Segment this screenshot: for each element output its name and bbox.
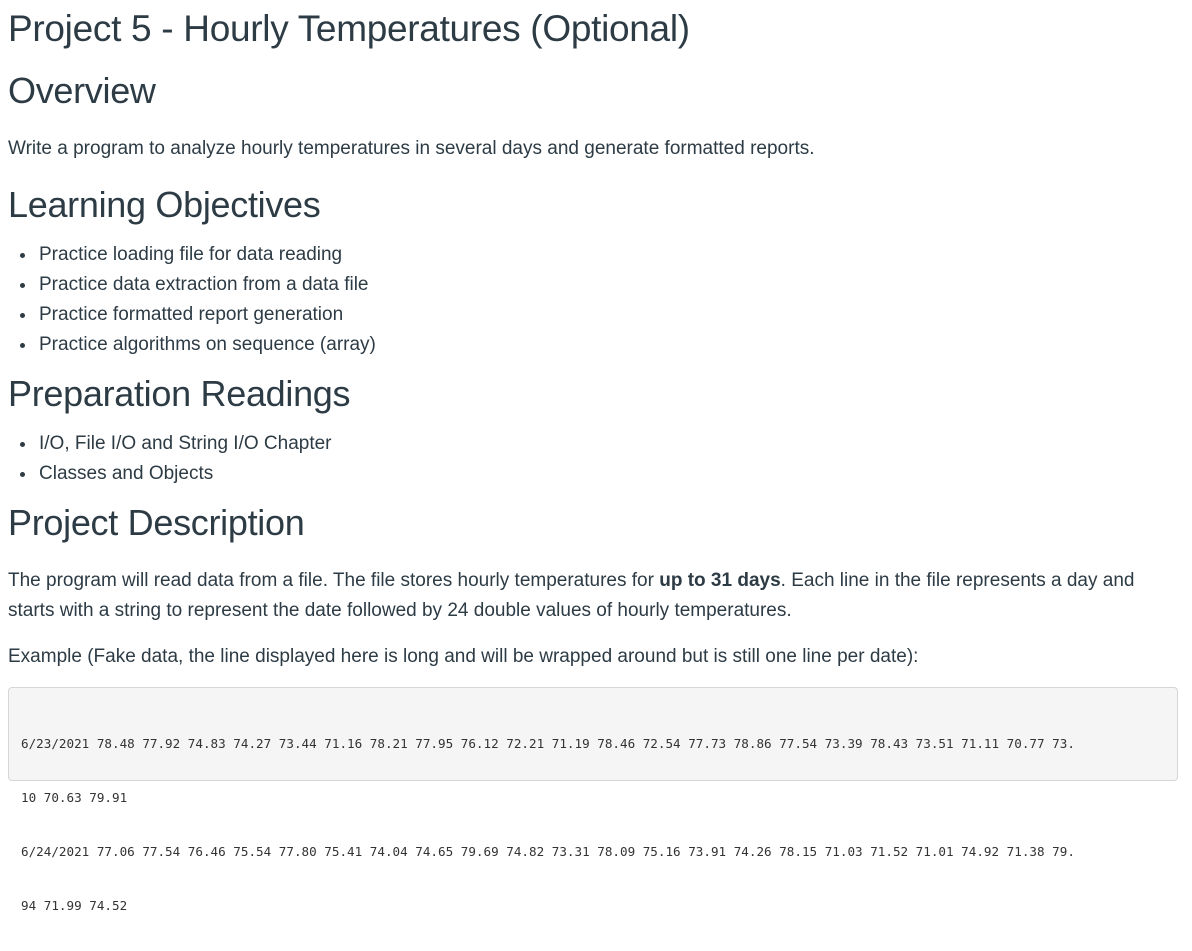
list-item [8, 300, 376, 330]
bullet-icon [20, 253, 25, 258]
bullet-icon [20, 313, 25, 318]
list-item-text: Practice formatted report generation [39, 304, 344, 325]
bullet-icon [20, 472, 25, 477]
list-item [8, 240, 376, 270]
bullet-icon [20, 283, 25, 288]
page-title: Project 5 - Hourly Temperatures (Optional) [8, 8, 690, 49]
list-item [8, 459, 332, 489]
list-item [8, 270, 376, 300]
overview-text: Write a program to analyze hourly temperatures in several days and generate formatted reports. [8, 138, 815, 159]
list-item [8, 330, 376, 360]
list-item-text: Classes and Objects [39, 463, 214, 484]
preparation-readings-heading: Preparation Readings [8, 373, 351, 414]
overview-heading: Overview [8, 70, 156, 111]
list-item-text: I/O, File I/O and String I/O Chapter [39, 433, 332, 454]
preparation-readings-list [8, 429, 332, 489]
list-item-text: Practice algorithms on sequence (array) [39, 334, 376, 355]
example-label: Example (Fake data, the line displayed here is long and will be wrapped around but is still one line per date): [8, 646, 919, 667]
learning-objectives-list [8, 240, 376, 360]
bullet-icon [20, 442, 25, 447]
description-emphasis: up to 31 days [659, 570, 781, 591]
bullet-icon [20, 343, 25, 348]
description-text-start: The program will read data from a file. The file stores hourly temperatures for [8, 570, 660, 591]
code-line: 6/24/2021 77.06 77.54 76.46 75.54 77.80 75.41 74.04 74.65 79.69 74.82 73.31 78.09 75.16 73.91 74.26 78.15 71.03 71.52 71.01 74.92 71.38 79. [21, 844, 1075, 859]
list-item-text: Practice data extraction from a data file [39, 274, 369, 295]
list-item [8, 429, 332, 459]
code-line: 10 70.63 79.91 [21, 790, 128, 805]
code-block [8, 687, 1178, 913]
code-line: 6/23/2021 78.48 77.92 74.83 74.27 73.44 71.16 78.21 77.95 76.12 72.21 71.19 78.46 72.54 77.73 78.86 77.54 73.39 78.43 73.51 71.11 70.77 73. [21, 736, 1075, 751]
list-item-text: Practice loading file for data reading [39, 244, 343, 265]
project-description-heading: Project Description [8, 502, 305, 543]
learning-objectives-heading: Learning Objectives [8, 184, 321, 225]
description-paragraph [8, 566, 1180, 626]
code-line: 94 71.99 74.52 [21, 898, 128, 913]
description-text-end: . Each line in the file represents a day and starts with a string to represent the date followed by 24 double values of hourly temperatures. [8, 570, 1135, 621]
